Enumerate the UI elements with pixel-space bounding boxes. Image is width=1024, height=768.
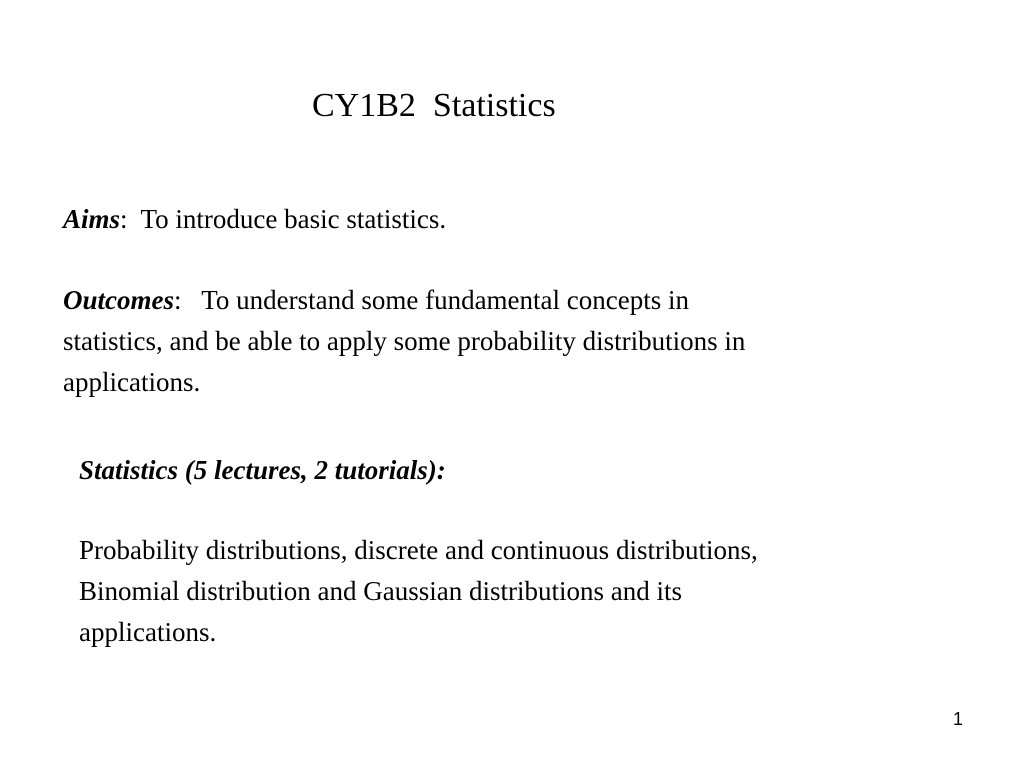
aims-label: Aims — [63, 204, 121, 234]
outcomes-line-2: statistics, and be able to apply some probability distributions in — [63, 326, 746, 356]
topics-line-1: Probability distributions, discrete and continuous distributions, — [79, 535, 758, 565]
outcomes-separator: : — [174, 285, 202, 315]
topics-line-3: applications. — [79, 617, 217, 647]
outcomes-line-1 — [63, 280, 963, 321]
outcomes-paragraph — [63, 280, 963, 403]
outcomes-label: Outcomes — [63, 285, 174, 315]
topics-paragraph — [79, 530, 979, 653]
topics-line-2: Binomial distribution and Gaussian distributions and its — [79, 576, 682, 606]
aims-text: To introduce basic statistics. — [140, 204, 447, 234]
slide-title: CY1B2 Statistics — [312, 87, 556, 124]
aims-separator: : — [120, 204, 141, 234]
aims-paragraph — [63, 199, 446, 239]
outcomes-text: To understand some fundamental concepts in — [201, 285, 689, 315]
page-number: 1 — [953, 709, 964, 729]
section-heading: Statistics (5 lectures, 2 tutorials): — [79, 455, 446, 485]
outcomes-line-3: applications. — [63, 367, 201, 397]
